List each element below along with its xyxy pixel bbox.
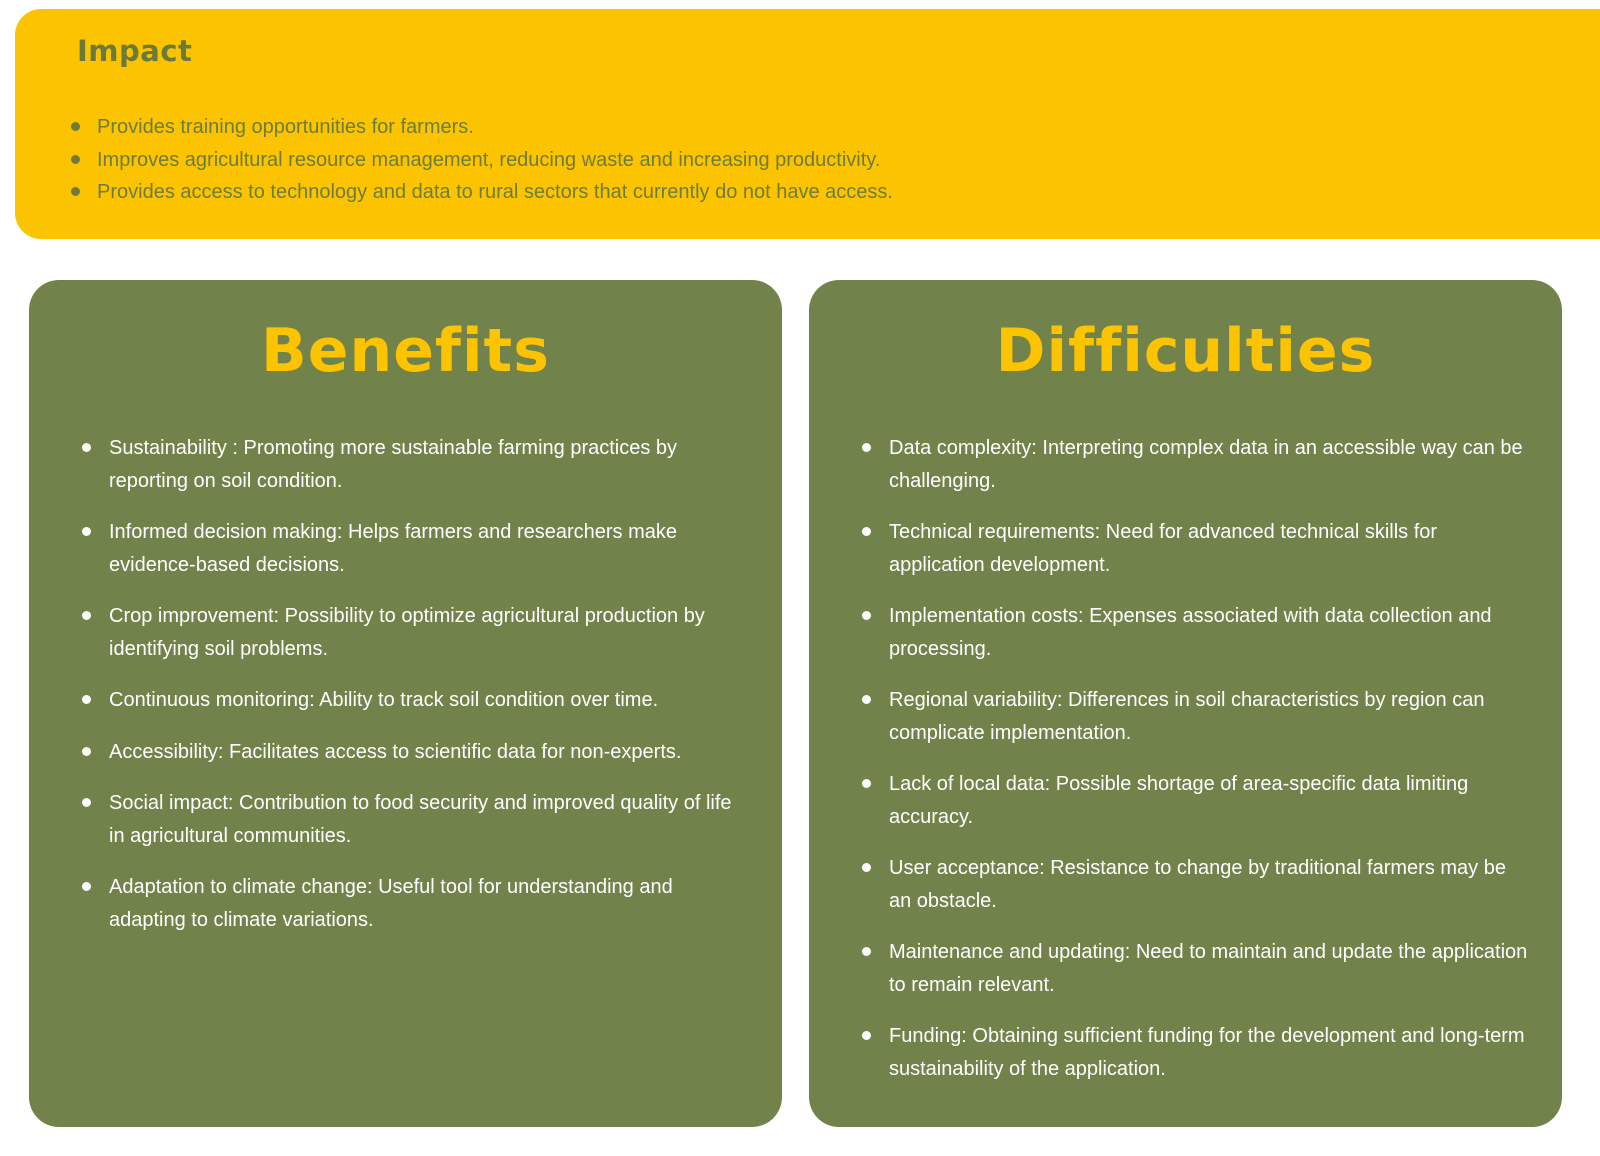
bullet-icon xyxy=(82,611,91,620)
bullet-icon xyxy=(862,695,871,704)
benefit-item-text: Adaptation to climate change: Useful tool for understanding and adapting to climate variations. xyxy=(109,876,673,931)
difficulty-item xyxy=(889,432,1532,497)
benefits-card xyxy=(29,280,782,1127)
difficulty-item xyxy=(889,600,1532,665)
bullet-icon xyxy=(82,747,91,756)
difficulty-item xyxy=(889,768,1532,833)
impact-list xyxy=(77,111,1600,209)
difficulties-card xyxy=(809,280,1562,1127)
bullet-icon xyxy=(862,779,871,788)
impact-item xyxy=(77,144,1600,177)
difficulty-item-text: Implementation costs: Expenses associated with data collection and processing. xyxy=(889,605,1492,660)
difficulty-item-text: User acceptance: Resistance to change by traditional farmers may be an obstacle. xyxy=(889,857,1506,912)
difficulty-item xyxy=(889,1020,1532,1085)
benefit-item-text: Informed decision making: Helps farmers and researchers make evidence-based decisions. xyxy=(109,521,678,576)
difficulty-item xyxy=(889,936,1532,1001)
bullet-icon xyxy=(82,443,91,452)
difficulty-item-text: Regional variability: Differences in soil characteristics by region can complicate implementation. xyxy=(889,689,1485,744)
bullet-icon xyxy=(862,611,871,620)
benefit-item xyxy=(109,684,752,717)
bullet-icon xyxy=(862,947,871,956)
benefit-item xyxy=(109,432,752,497)
difficulties-title: Difficulties xyxy=(995,316,1376,386)
difficulty-item-text: Lack of local data: Possible shortage of area-specific data limiting accuracy. xyxy=(889,773,1469,828)
difficulty-item-text: Data complexity: Interpreting complex data in an accessible way can be challenging. xyxy=(889,437,1523,492)
difficulty-item-text: Technical requirements: Need for advanced technical skills for application development. xyxy=(889,521,1438,576)
difficulty-item xyxy=(889,852,1532,917)
bullet-icon xyxy=(862,527,871,536)
difficulties-list xyxy=(809,432,1562,1085)
benefit-item xyxy=(109,600,752,665)
impact-item-text: Provides training opportunities for farmers. xyxy=(97,116,474,138)
bullet-icon xyxy=(862,1031,871,1040)
benefit-item xyxy=(109,871,752,936)
bullet-icon xyxy=(82,695,91,704)
bullet-icon xyxy=(71,155,80,164)
benefit-item xyxy=(109,516,752,581)
benefit-item xyxy=(109,736,752,769)
impact-item xyxy=(77,111,1600,144)
impact-panel xyxy=(15,9,1600,239)
bullet-icon xyxy=(71,122,80,131)
benefit-item xyxy=(109,787,752,852)
bullet-icon xyxy=(71,187,80,196)
difficulty-item xyxy=(889,684,1532,749)
benefit-item-text: Sustainability : Promoting more sustainable farming practices by reporting on soil condition. xyxy=(109,437,678,492)
benefits-list xyxy=(29,432,782,936)
bullet-icon xyxy=(82,882,91,891)
benefits-title: Benefits xyxy=(261,316,550,386)
benefit-item-text: Accessibility: Facilitates access to scientific data for non-experts. xyxy=(109,740,682,763)
benefit-item-text: Continuous monitoring: Ability to track soil condition over time. xyxy=(109,689,659,711)
difficulty-item-text: Maintenance and updating: Need to maintain and update the application to remain relevant. xyxy=(889,941,1528,996)
impact-item-text: Provides access to technology and data to rural sectors that currently do not have access. xyxy=(97,181,893,203)
bullet-icon xyxy=(862,863,871,872)
benefit-item-text: Crop improvement: Possibility to optimize agricultural production by identifying soil problems. xyxy=(109,605,705,660)
impact-title: Impact xyxy=(77,34,193,68)
difficulty-item-text: Funding: Obtaining sufficient funding for the development and long-term sustainability of the application. xyxy=(889,1025,1525,1080)
bullet-icon xyxy=(82,527,91,536)
benefit-item-text: Social impact: Contribution to food security and improved quality of life in agricultural communities. xyxy=(109,792,732,847)
bullet-icon xyxy=(862,443,871,452)
impact-item-text: Improves agricultural resource management, reducing waste and increasing productivity. xyxy=(97,148,881,171)
difficulty-item xyxy=(889,516,1532,581)
bullet-icon xyxy=(82,798,91,807)
impact-item xyxy=(77,176,1600,209)
